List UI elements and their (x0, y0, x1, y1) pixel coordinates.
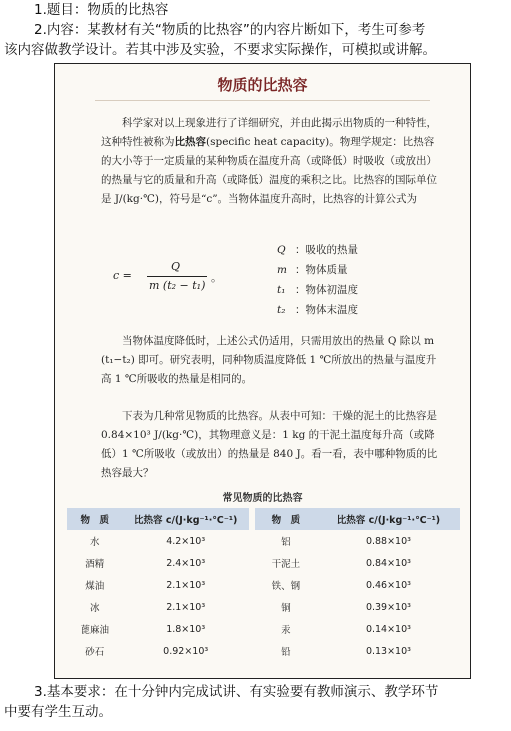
value-cell: 0.92×10³ (163, 645, 209, 657)
legend-desc: ：物体末温度 (295, 304, 358, 316)
textbook-excerpt (54, 63, 471, 679)
substance-cell: 汞 (252, 618, 317, 640)
formula (113, 250, 263, 320)
term-specific-heat: 比热容 (174, 136, 206, 148)
paragraph-table-intro: 下表为几种常见物质的比热容。从表中可知：干燥的泥土的比热容是 0.84×10³ J/(kg·℃)，其物理意义是：1 kg 的干泥土温度每升高（或降低）1 ℃所吸收（或放出）的热量是 840 J。看一看，表中哪种物质的比热容最大？ (101, 410, 438, 479)
formula-numerator: Q (171, 260, 181, 273)
table-row (67, 574, 460, 596)
legend-item (277, 240, 358, 260)
requirement-line: 3.基本要求：在十分钟内完成试讲、有实验要有教师演示、教学环节 (34, 684, 439, 700)
substance-cell: 干泥土 (252, 552, 317, 574)
value-cell: 0.14×10³ (365, 623, 411, 635)
legend-symbol: t₂ (277, 304, 286, 316)
legend-symbol: Q (277, 244, 286, 256)
table-row (67, 596, 460, 618)
legend-symbol: t₁ (277, 284, 286, 296)
paragraph-definition (101, 114, 444, 209)
formula-end: 。 (211, 271, 222, 284)
value-cell: 0.13×10³ (365, 645, 411, 657)
excerpt-title: 物质的比热容 (217, 76, 308, 94)
table-row (67, 640, 460, 662)
formula-lhs: c = (113, 269, 132, 282)
value-cell: 2.4×10³ (166, 557, 206, 569)
table-row (67, 530, 460, 552)
legend-desc: ：物体质量 (295, 264, 348, 276)
table-row (67, 552, 460, 574)
table-title: 常见物质的比热容 (222, 493, 303, 504)
fraction-bar (147, 276, 207, 277)
col-substance: 物 质 (252, 508, 317, 530)
paragraph-cooling: 当物体温度降低时，上述公式仍适用，只需用放出的热量 Q 除以 m (t₁−t₂) 即可。研究表明，同种物质温度降低 1 ℃所放出的热量与温度升高 1 ℃所吸收的热量是相同的。 (101, 335, 437, 385)
substance-cell: 铅 (252, 640, 317, 662)
para1-after: (specific heat capacity)。物理学规定：比热容的大小等于一定质量的某种物质在温度升高（或降低）时吸收（或放出）的热量与它的质量和升高（或降低）温度的乘积之比。比热容的国际单位是 J/(kg·℃)，符号是“c”。当物体温度升高时，比热容的计算公式为 (101, 136, 437, 205)
title-divider (95, 100, 430, 101)
substance-cell: 酒精 (85, 559, 105, 570)
legend-desc: ：物体初温度 (295, 284, 358, 296)
legend-item (277, 300, 358, 320)
col-specific-heat: 比热容 c/(J·kg⁻¹·℃⁻¹) (123, 508, 252, 530)
value-cell: 0.46×10³ (365, 579, 411, 591)
table-header-row (67, 508, 460, 530)
substance-cell: 蓖麻油 (80, 625, 110, 636)
substance-cell: 水 (90, 537, 100, 548)
value-cell: 0.39×10³ (365, 601, 411, 613)
para1-before: 科学家对以上现象进行了详细研究，并由此揭示出物质的一种特性，这种特性被称为 (101, 117, 437, 148)
legend-item (277, 280, 358, 300)
value-cell: 0.88×10³ (365, 535, 411, 547)
legend-symbol: m (277, 264, 287, 276)
content-line-continued: 该内容做教学设计。若其中涉及实验，不要求实际操作，可模拟或讲解。 (4, 42, 436, 58)
topic-line: 1.题目：物质的比热容 (34, 2, 169, 18)
formula-legend (277, 240, 358, 320)
value-cell: 1.8×10³ (166, 623, 206, 635)
substance-cell: 煤油 (85, 581, 105, 592)
col-substance: 物 质 (67, 508, 123, 530)
formula-denominator: m (t₂ − t₁) (149, 279, 206, 292)
table-row (67, 618, 460, 640)
value-cell: 4.2×10³ (166, 535, 206, 547)
substance-cell: 铜 (252, 596, 317, 618)
legend-item (277, 260, 358, 280)
content-line: 2.内容：某教材有关“物质的比热容”的内容片断如下，考生可参考 (34, 22, 426, 38)
substance-cell: 砂石 (85, 647, 105, 658)
substance-cell: 铁、钢 (252, 574, 317, 596)
requirement-line-continued: 中要有学生互动。 (4, 704, 112, 720)
col-specific-heat: 比热容 c/(J·kg⁻¹·℃⁻¹) (317, 508, 460, 530)
specific-heat-table (67, 508, 460, 662)
substance-cell: 冰 (90, 603, 100, 614)
value-cell: 0.84×10³ (365, 557, 411, 569)
value-cell: 2.1×10³ (166, 579, 206, 591)
value-cell: 2.1×10³ (166, 601, 206, 613)
legend-desc: ：吸收的热量 (295, 244, 358, 256)
substance-cell: 铝 (252, 530, 317, 552)
